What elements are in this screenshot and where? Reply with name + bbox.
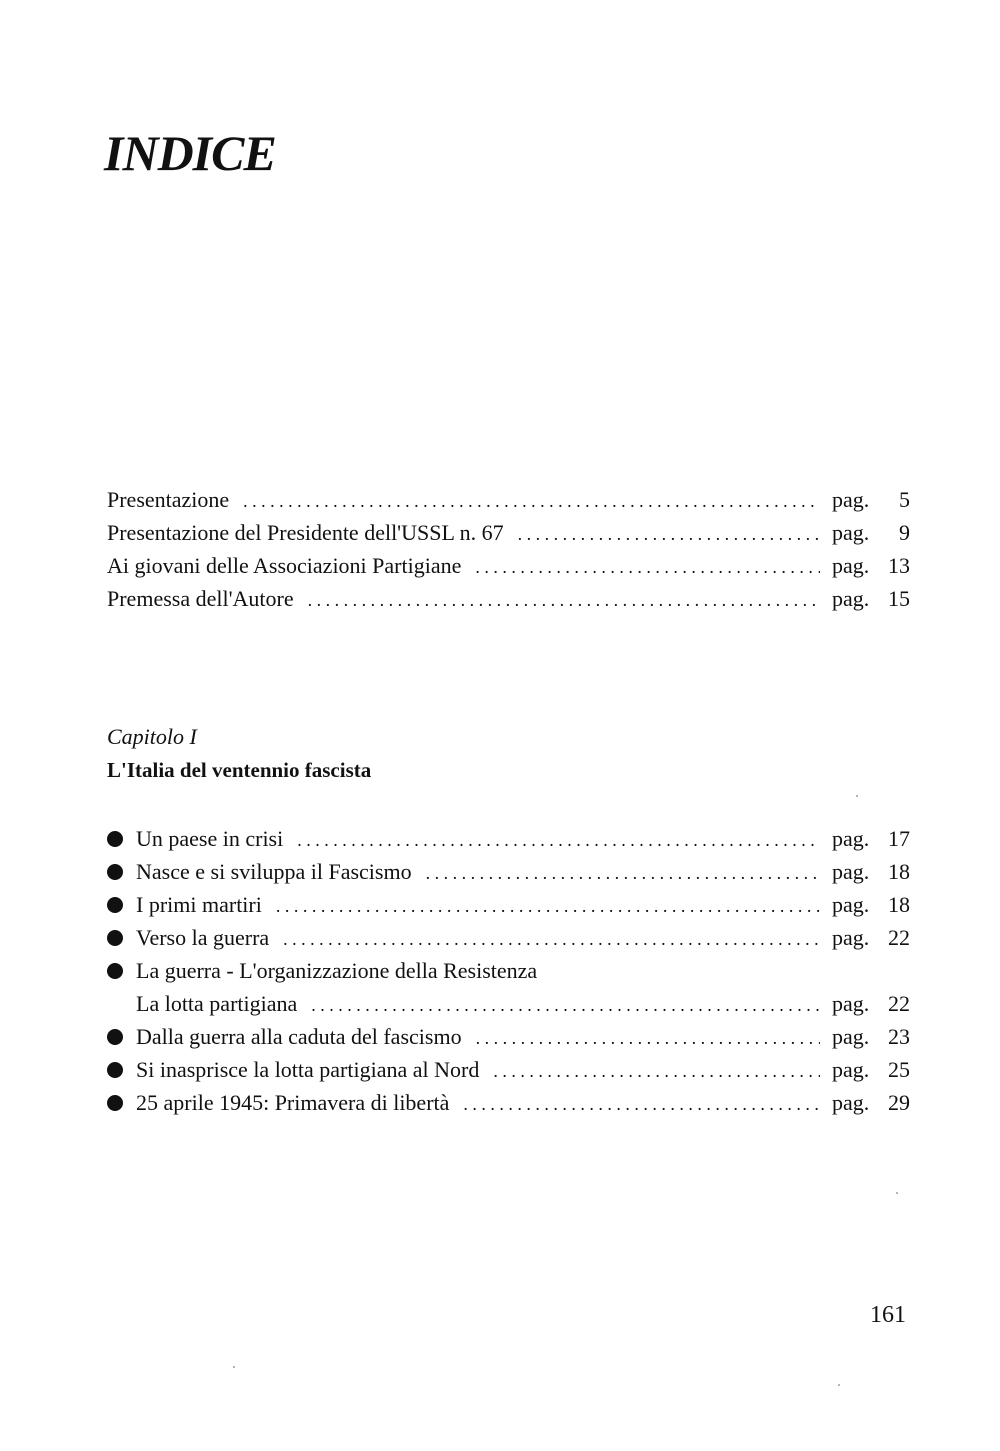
toc-entry-la-guerra-first-line[interactable] [107,954,910,987]
page-ref-number: 18 [888,859,910,884]
bullet-icon [107,897,123,913]
toc-page-ref [832,921,910,954]
toc-entry-label: Dalla guerra alla caduta del fascismo [136,1024,462,1049]
scan-speck [856,795,858,797]
chapter-title: L'Italia del ventennio fascista [107,758,372,782]
bullet-icon [107,930,123,946]
toc-entry-un-paese-in-crisi[interactable] [107,822,910,855]
pag-label: pag. [832,991,870,1016]
toc-entry-la-guerra-continuation[interactable] [107,987,910,1020]
dot-leader [283,923,820,956]
toc-entry-label-wrap [107,888,262,921]
toc-page-ref [832,987,910,1020]
scan-speck [838,1384,840,1386]
toc-page-ref [832,1053,910,1086]
toc-entry-label: Nasce e si sviluppa il Fascismo [136,859,412,884]
scan-speck [896,1192,898,1194]
toc-page-ref [832,1020,910,1053]
pag-label: pag. [832,1057,870,1082]
toc-entry-si-inasprisce[interactable] [107,1053,910,1086]
toc-page-ref [832,855,910,888]
toc-entry-label: Si inasprisce la lotta partigiana al Nord [136,1057,480,1082]
toc-entry-label-wrap [107,987,297,1020]
toc-page-ref [832,1086,910,1119]
toc-page-ref [832,483,910,516]
dot-leader [276,890,820,923]
page-ref-number: 18 [888,892,910,917]
toc-entry-label-wrap [107,1086,449,1119]
toc-entry-label-wrap [107,822,283,855]
pag-label: pag. [832,892,870,917]
toc-entry-label: La guerra - L'organizzazione della Resistenza [136,958,538,983]
page-ref-number: 15 [888,586,910,611]
toc-entry-label-wrap [107,1020,462,1053]
toc-entry-verso-la-guerra[interactable] [107,921,910,954]
dot-leader [493,1055,820,1088]
toc-entry-dalla-guerra[interactable] [107,1020,910,1053]
toc-entry-premessa[interactable] [107,582,910,615]
page-ref-number: 9 [899,520,910,545]
bullet-icon [107,1095,123,1111]
toc-page-ref [832,888,910,921]
pag-label: pag. [832,553,870,578]
page-ref-number: 23 [888,1024,910,1049]
toc-entry-label-wrap [107,855,412,888]
toc-entry-continuation: La lotta partigiana [136,991,298,1016]
bullet-icon [107,963,123,979]
toc-entry-presentazione[interactable] [107,483,910,516]
toc-entry-label: 25 aprile 1945: Primavera di libertà [136,1090,450,1115]
toc-entry-label: Presentazione [107,487,230,512]
dot-leader [463,1088,820,1121]
page-ref-number: 5 [899,487,910,512]
pag-label: pag. [832,586,870,611]
page-ref-number: 13 [888,553,910,578]
pag-label: pag. [832,826,870,851]
toc-entry-label: I primi martiri [136,892,262,917]
dot-leader [308,584,820,617]
toc-entry-label-wrap [107,1053,479,1086]
toc-entry-label: Presentazione del Presidente dell'USSL n. 67 [107,520,504,545]
toc-entry-label: Un paese in crisi [136,826,284,851]
toc-entry-label-wrap [107,921,269,954]
dot-leader [297,824,820,857]
page-ref-number: 17 [888,826,910,851]
toc-entry-label-wrap [107,954,537,987]
toc-entry-i-primi-martiri[interactable] [107,888,910,921]
dot-leader [311,989,820,1022]
toc-entry-label: Ai giovani delle Associazioni Partigiane [107,553,462,578]
dot-leader [518,518,820,551]
page-title: INDICE [104,125,276,181]
bullet-icon [107,1062,123,1078]
page-ref-number: 29 [888,1090,910,1115]
page-ref-number: 25 [888,1057,910,1082]
pag-label: pag. [832,859,870,884]
dot-leader [476,1022,820,1055]
pag-label: pag. [832,487,870,512]
pag-label: pag. [832,520,870,545]
toc-entry-ai-giovani[interactable] [107,549,910,582]
toc-entry-label: Premessa dell'Autore [107,586,294,611]
chapter-entries-list [107,822,910,1119]
toc-page-ref [832,822,910,855]
front-matter-list [107,483,910,615]
dot-leader [243,485,820,518]
toc-page-ref [832,549,910,582]
toc-entry-label: Verso la guerra [136,925,270,950]
scan-speck [233,1366,235,1368]
pag-label: pag. [832,1024,870,1049]
toc-page-ref [832,582,910,615]
dot-leader [475,551,820,584]
bullet-icon [107,1029,123,1045]
dot-leader [426,857,820,890]
toc-page-ref [832,516,910,549]
page-ref-number: 22 [888,991,910,1016]
page-number: 161 [870,1302,906,1328]
chapter-kicker: Capitolo I [107,724,197,749]
pag-label: pag. [832,925,870,950]
toc-entry-nasce-il-fascismo[interactable] [107,855,910,888]
toc-entry-25-aprile[interactable] [107,1086,910,1119]
pag-label: pag. [832,1090,870,1115]
bullet-icon [107,831,123,847]
bullet-icon [107,864,123,880]
page-ref-number: 22 [888,925,910,950]
toc-entry-presentazione-presidente[interactable] [107,516,910,549]
